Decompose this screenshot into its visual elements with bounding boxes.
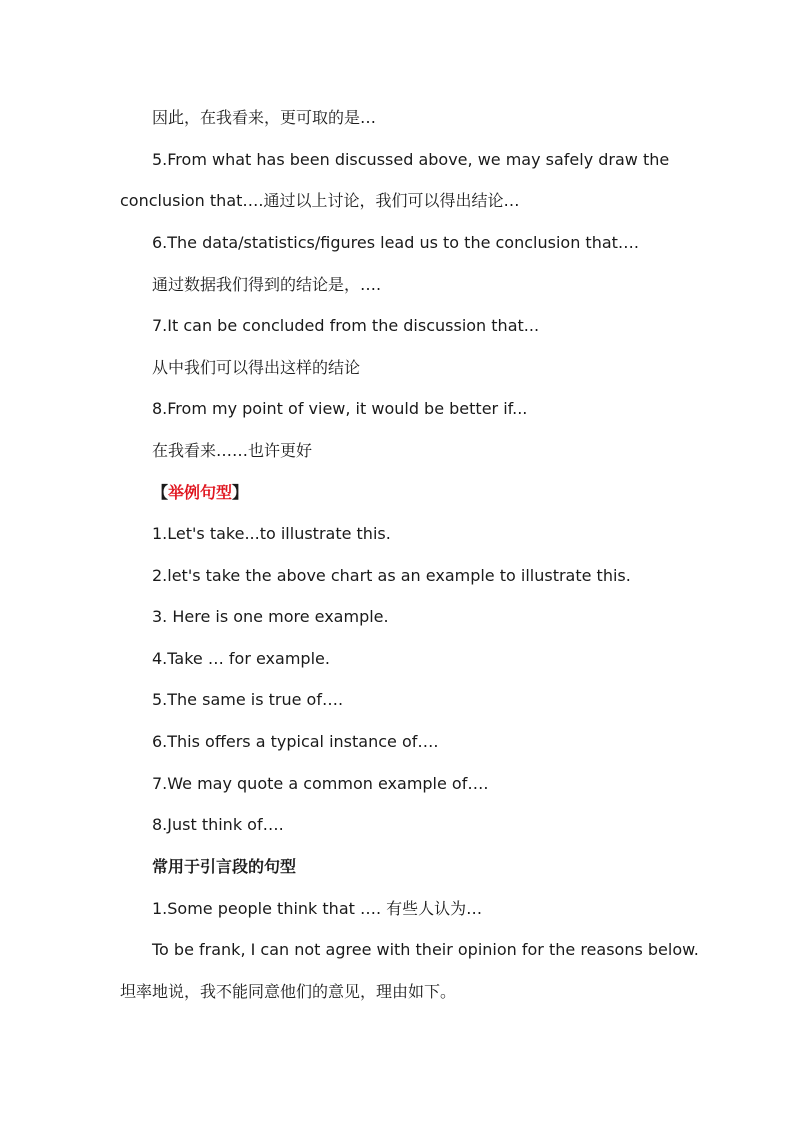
list-item: 5.The same is true of…. xyxy=(152,690,344,709)
text-line: 坦率地说，我不能同意他们的意见，理由如下。 xyxy=(120,982,457,1001)
list-item: 3. Here is one more example. xyxy=(152,607,389,626)
text-line: 5.From what has been discussed above, we may safely draw the xyxy=(152,150,670,169)
list-item: 8.Just think of…. xyxy=(152,815,284,834)
text-line: 8.From my point of view, it would be better if... xyxy=(152,399,528,418)
text-line: 7.It can be concluded from the discussion that... xyxy=(152,316,540,335)
section-heading-intro: 常用于引言段的句型 xyxy=(152,857,297,876)
section-heading-examples xyxy=(152,483,248,503)
list-item: 6.This offers a typical instance of…. xyxy=(152,732,439,751)
text-line: 在我看来……也许更好 xyxy=(152,441,313,460)
heading-bracket-close: 】 xyxy=(232,483,249,502)
text-line: 1.Some people think that …. 有些人认为… xyxy=(152,899,483,918)
text-line: 因此，在我看来，更可取的是… xyxy=(152,108,377,127)
text-line: 6.The data/statistics/figures lead us to the conclusion that…. xyxy=(152,233,639,252)
text-line: To be frank, I can not agree with their opinion for the reasons below. xyxy=(152,940,699,959)
text-line: 通过数据我们得到的结论是，…. xyxy=(152,275,382,294)
heading-text: 举例句型 xyxy=(168,483,233,502)
heading-bracket-open: 【 xyxy=(152,483,169,502)
text-line: conclusion that….通过以上讨论，我们可以得出结论… xyxy=(120,191,520,210)
text-line: 从中我们可以得出这样的结论 xyxy=(152,358,361,377)
list-item: 7.We may quote a common example of…. xyxy=(152,774,489,793)
list-item: 4.Take … for example. xyxy=(152,649,330,668)
list-item: 1.Let's take...to illustrate this. xyxy=(152,524,391,543)
list-item: 2.let's take the above chart as an example to illustrate this. xyxy=(152,566,631,585)
